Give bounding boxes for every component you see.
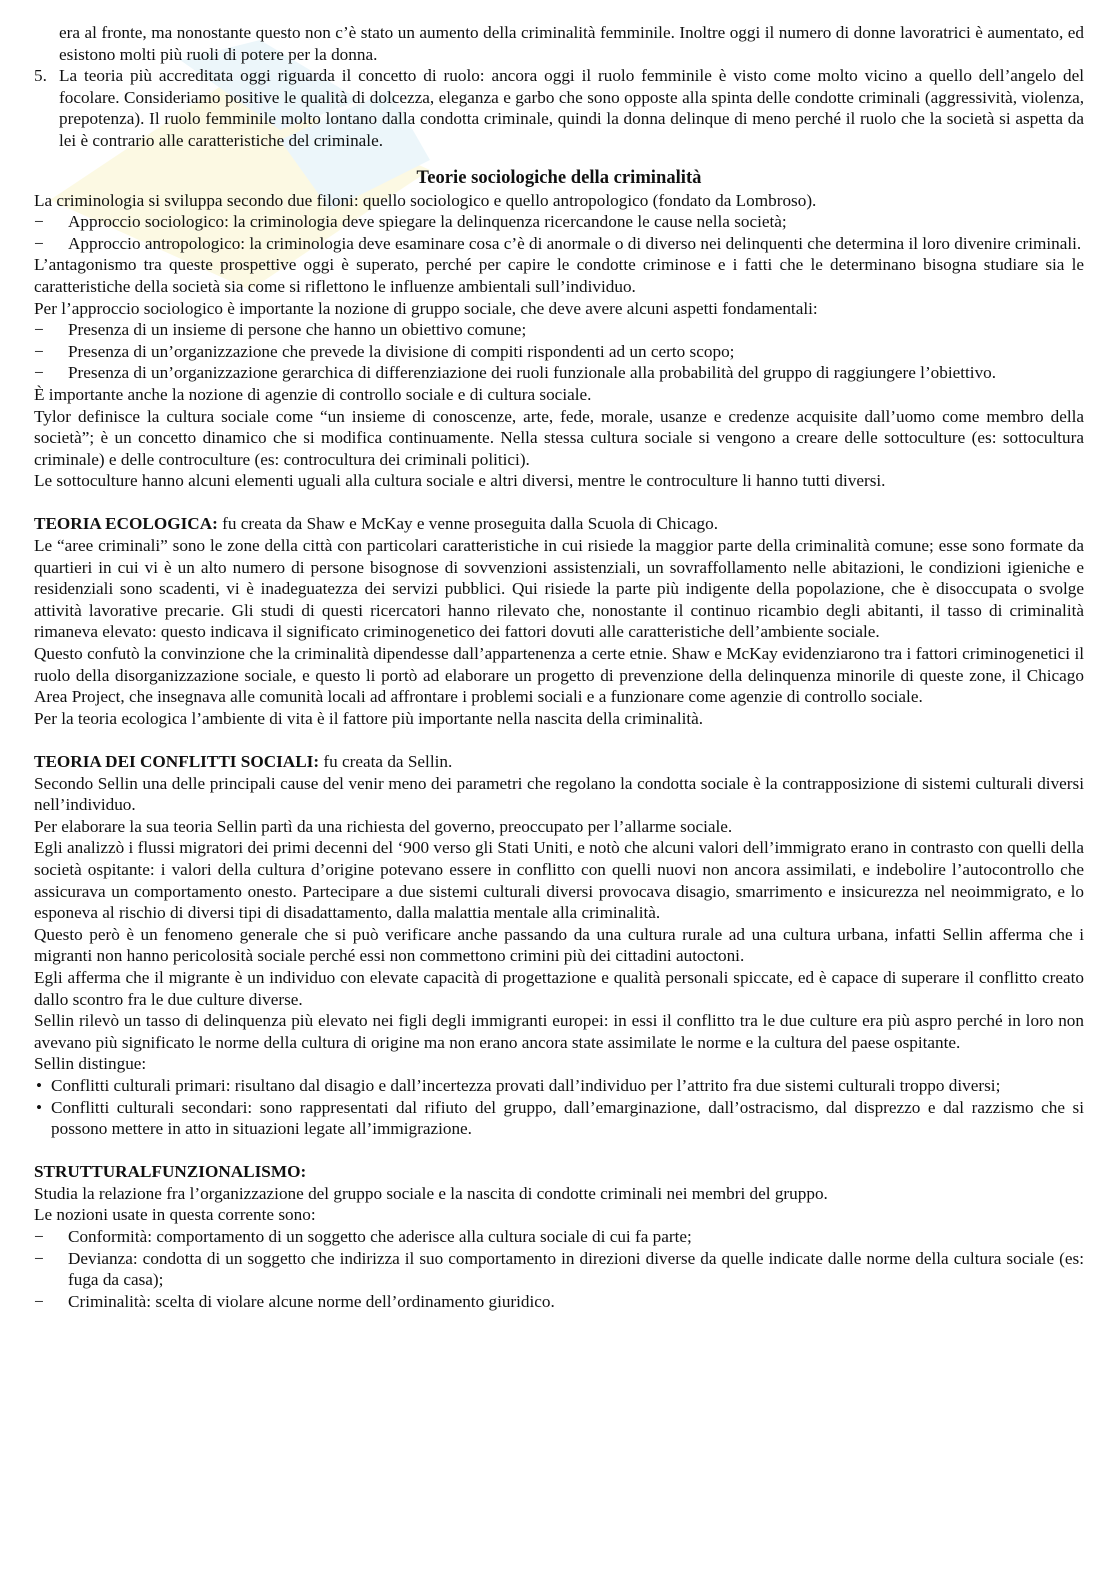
dash-marker: − [34, 233, 44, 253]
functionalism-paragraph-1: Studia la relazione fra l’organizzazione del gruppo sociale e la nascita di condotte criminali nei membri del gruppo. [34, 1183, 828, 1203]
paragraph-subcultures: Le sottoculture hanno alcuni elementi uguali alla cultura sociale e altri diversi, mentre le controculture li hanno tutti diversi. [34, 471, 886, 491]
conflicts-paragraph-1: Secondo Sellin una delle principali cause del venir meno dei parametri che regolano la condotta sociale è la contrapposizione di sistemi culturali diversi nell’individuo. [34, 773, 1084, 815]
list-item [34, 1291, 1084, 1313]
list-item-text: Presenza di un’organizzazione che prevede la divisione di compiti rispondenti ad un certo scopo; [68, 341, 735, 361]
conflicts-paragraph-7: Sellin distingue: [34, 1054, 147, 1074]
dash-marker: − [34, 363, 44, 383]
conflicts-heading: TEORIA DEI CONFLITTI SOCIALI: [34, 752, 320, 771]
list-item-text: Approccio sociologico: la criminologia deve spiegare la delinquenza ricercandone le cause nella società; [68, 212, 787, 232]
list-item-text: Presenza di un’organizzazione gerarchica di differenziazione dei ruoli funzionale alla probabilità del gruppo di raggiungere l’obiettivo. [68, 363, 997, 383]
list-item [34, 319, 1084, 341]
paragraph-group: Per l’approccio sociologico è importante la nozione di gruppo sociale, che deve avere alcuni aspetti fondamentali: [34, 298, 818, 318]
list-item [34, 1226, 1084, 1248]
dash-marker: − [34, 1248, 44, 1268]
list-item [34, 341, 1084, 363]
list-item [34, 1248, 1084, 1291]
notions-list [34, 1226, 1084, 1312]
dash-marker: − [34, 1227, 44, 1247]
list-item-text: Conformità: comportamento di un soggetto che aderisce alla cultura sociale di cui fa parte; [68, 1227, 692, 1247]
ecological-paragraph-1: Le “aree criminali” sono le zone della città con particolari caratteristiche in cui risiede la maggior parte della criminalità comune; esse sono formate da quartieri in cui vi è un alto numero di persone bisognose di sovvenzioni assistenziali, un sovraffollamento nelle abitazioni, le condizioni igieniche e residenziali sono scadenti, vi è inadeguatezza dei servizi pubblici. Qui risiede la parte più indigente della popolazione, che è disoccupata o svolge attività lavorative precarie. Gli studi di questi ricercatori hanno rilevato che, nonostante il continuo ricambio degli abitanti, il tasso di criminalità rimaneva elevato: questo indicava il significato criminogenetico dei fattori dovuti alle caratteristiche dell’ambiente sociale. [34, 536, 1084, 642]
ecological-lead-text: fu creata da Shaw e McKay e venne proseguita dalla Scuola di Chicago. [217, 514, 719, 534]
conflicts-lead [34, 751, 1084, 773]
list-item-text: Devianza: condotta di un soggetto che indirizza il suo comportamento in direzioni diverse da quelle indicate dalle norme della cultura sociale (es: fuga da casa); [68, 1248, 1084, 1290]
bullet-marker: • [36, 1075, 43, 1095]
list-item [34, 211, 1084, 233]
list-item-5 [34, 65, 1084, 151]
dash-marker: − [34, 1291, 44, 1311]
ecological-paragraph-2: Questo confutò la convinzione che la criminalità dipendesse dall’appartenenza a certe etnie. Shaw e McKay evidenziarono tra i fattori criminogenetici il ruolo della disorganizzazione sociale, e questo li portò ad elaborare un progetto di prevenzione della delinquenza minorile di queste zone, il Chicago Area Project, che insegnava alle comunità locali ad affrontare i problemi sociali e a funzionare come agenzie di controllo sociale. [34, 644, 1084, 707]
conflict-types-list [34, 1075, 1084, 1140]
conflicts-lead-text: fu creata da Sellin. [319, 752, 453, 771]
intro-continuation: era al fronte, ma nonostante questo non c’è stato un aumento della criminalità femminile. Inoltre oggi il numero di donne lavoratrici è aumentato, ed esistono molti più ruoli di potere per la donna. [59, 23, 1084, 64]
numbered-list [34, 65, 1084, 151]
functionalism-paragraph-2: Le nozioni usate in questa corrente sono: [34, 1205, 316, 1225]
list-item-text: La teoria più accreditata oggi riguarda il concetto di ruolo: ancora oggi il ruolo femminile è visto come molto vicino a quello dell’angelo del focolare. Consideriamo positive le qualità di dolcezza, eleganza e garbo che sono opposte alla spinta delle condotte criminali (aggressività, violenza, prepotenza). Il ruolo femminile molto lontano dalla condotta criminale, quindi la donna delinque di meno perché il ruolo che la società si aspetta da lei è contrario alle caratteristiche del criminale. [59, 66, 1084, 150]
list-item [34, 1075, 1084, 1097]
functionalism-heading: STRUTTURALFUNZIONALISMO: [34, 1162, 307, 1182]
list-item [34, 233, 1084, 255]
list-item-text: Presenza di un insieme di persone che hanno un obiettivo comune; [68, 320, 527, 340]
conflicts-paragraph-4: Questo però è un fenomeno generale che si può verificare anche passando da una cultura rurale ad una cultura urbana, infatti Sellin afferma che i migranti non hanno pericolosità sociale perché essi non commettono crimini più dei cittadini autoctoni. [34, 924, 1084, 966]
paragraph-intro: La criminologia si sviluppa secondo due filoni: quello sociologico e quello antropologico (fondato da Lombroso). [34, 190, 817, 210]
list-item [34, 1097, 1084, 1140]
functionalism-heading-line [34, 1161, 1084, 1183]
ecological-heading: TEORIA ECOLOGICA: [34, 514, 218, 534]
conflicts-paragraph-6: Sellin rilevò un tasso di delinquenza più elevato nei figli degli immigranti europei: in essi il conflitto tra le due culture era più aspro perché in loro non avevano più significato le norme della cultura di origine ma non erano ancora state assimilate le norme e la cultura del paese ospitante. [34, 1011, 1084, 1052]
list-item [34, 362, 1084, 384]
list-item-text: Approccio antropologico: la criminologia deve esaminare cosa c’è di anormale o di diverso nei delinquenti che determina il loro divenire criminali. [68, 233, 1082, 253]
dash-marker: − [34, 320, 44, 340]
approaches-list [34, 211, 1084, 254]
conflicts-paragraph-2: Per elaborare la sua teoria Sellin partì da una richiesta del governo, preoccupato per l’allarme sociale. [34, 816, 733, 836]
list-item-text: Conflitti culturali primari: risultano dal disagio e dall’incertezza provati dall’individuo per l’attrito fra due sistemi culturali troppo diversi; [51, 1075, 1001, 1095]
conflicts-paragraph-3: Egli analizzò i flussi migratori dei primi decenni del ‘900 verso gli Stati Uniti, e notò che alcuni valori dell’immigrato erano in contrasto con quelli della società ospitante: i valori della cultura d’origine potevano essere in conflitto con quelli nuovi non ancora assimilati, e indebolire l’autocontrollo che assicurava un comportamento onesto. Partecipare a due sistemi culturali diversi provocava disagio, smarrimento e insicurezza nel neoimmigrato, e lo esponeva al rischio di diversi tipi di disadattamento, dalla malattia mentale alla criminalità. [34, 838, 1084, 923]
document-page [34, 22, 1084, 1312]
list-number: 5. [34, 66, 47, 86]
list-item-text: Criminalità: scelta di violare alcune norme dell’ordinamento giuridico. [68, 1291, 555, 1311]
paragraph-agencies: È importante anche la nozione di agenzie di controllo sociale e di cultura sociale. [34, 384, 592, 404]
dash-marker: − [34, 341, 44, 361]
ecological-paragraph-3: Per la teoria ecologica l’ambiente di vita è il fattore più importante nella nascita della criminalità. [34, 708, 704, 728]
list-item-text: Conflitti culturali secondari: sono rappresentati dal rifiuto del gruppo, dall’emarginazione, dall’ostracismo, dal disprezzo e dal razzismo che si possono mettere in atto in situazioni legate all’immigrazione. [51, 1097, 1084, 1139]
ecological-lead [34, 513, 1084, 535]
dash-marker: − [34, 212, 44, 232]
paragraph-tylor: Tylor definisce la cultura sociale come “un insieme di conoscenze, arte, fede, morale, usanze e credenze acquisite dall’uomo come membro della società”; è un concetto dinamico che si modifica continuamente. Nella stessa cultura sociale si vengono a creare delle sottoculture (es: sottocultura criminale) e delle controculture (es: controcultura dei criminali politici). [34, 406, 1084, 469]
section-title: Teorie sociologiche della criminalità [416, 166, 702, 188]
group-aspects-list [34, 319, 1084, 384]
paragraph-antagonism: L’antagonismo tra queste prospettive oggi è superato, perché per capire le condotte criminose e i fatti che le determinano bisogna studiare sia le caratteristiche della società sia come si riflettono le influenze ambientali sull’individuo. [34, 255, 1084, 296]
conflicts-paragraph-5: Egli afferma che il migrante è un individuo con elevate capacità di progettazione e qualità personali spiccate, ed è capace di superare il conflitto creato dallo scontro fra le due culture diverse. [34, 967, 1084, 1009]
bullet-marker: • [36, 1097, 43, 1117]
